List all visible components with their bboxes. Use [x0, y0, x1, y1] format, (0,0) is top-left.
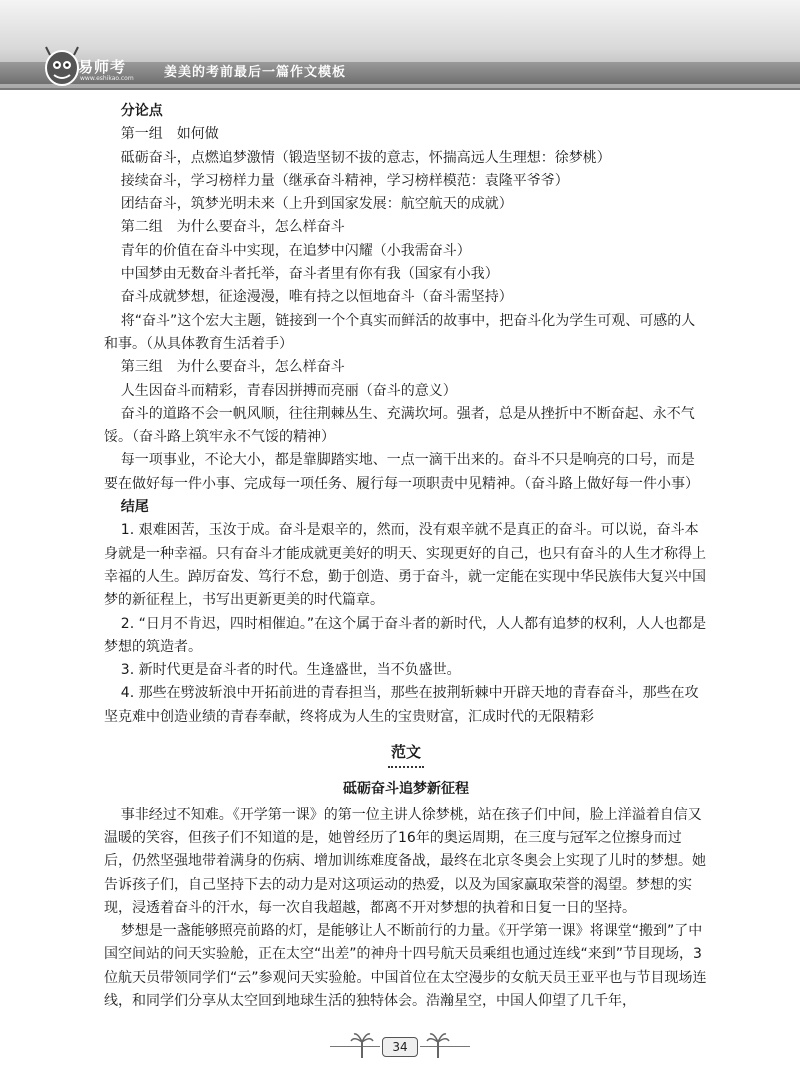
palm-tree-icon — [350, 1032, 374, 1058]
group2-item: 中国梦由无数奋斗者托举，奋斗者里有你有我（国家有小我） — [120, 266, 499, 283]
group1-item: 接续奋斗，学习榜样力量（继承奋斗精神，学习榜样模范：袁隆平爷爷） — [120, 172, 569, 189]
group1-title: 第一组 如何做 — [120, 126, 219, 143]
logo-text: 易师考 — [78, 58, 127, 76]
group3-item: 奋斗的道路不会一帆风顺，往往荆棘丛生、充满坎坷。强者，总是从挫折中不断奋起、永不气馁。（奋斗路上筑牢永不气馁的精神） — [104, 405, 695, 446]
page-footer — [330, 1032, 470, 1062]
header-divider — [0, 88, 800, 90]
group2-item: 奋斗成就梦想，征途漫漫，唯有持之以恒地奋斗（奋斗需坚持） — [120, 289, 513, 306]
page-number: 34 — [382, 1037, 418, 1057]
ending-item: 1. 艰难困苦，玉汝于成。奋斗是艰辛的，然而，没有艰辛就不是真正的奋斗。可以说，奋斗本身就是一种幸福。只有奋斗才能成就更美好的明天、实现更好的自己，也只有奋斗的人生才称得上幸福的人生。踔厉奋发、笃行不怠，勤于创造、勇于奋斗，就一定能在实现中华民族伟大复兴中国梦的新征程上，书写出更新更美的时代篇章。 — [104, 522, 706, 609]
subpoints-heading: 分论点 — [120, 103, 163, 119]
main-content — [104, 100, 708, 1013]
group3-item: 每一项事业，不论大小，都是靠脚踏实地、一点一滴干出来的。奋斗不只是响亮的口号，而是要在做好每一件小事、完成每一项任务、履行每一项职责中见精神。（奋斗路上做好每一件小事） — [104, 452, 699, 492]
ending-item: 2. “日月不肯迟，四时相催迫。”在这个属于奋斗者的新时代，人人都有追梦的权利，人人也都是梦想的筑造者。 — [104, 615, 707, 655]
palm-tree-icon — [426, 1032, 450, 1058]
group1-item: 砥砺奋斗，点燃追梦激情（锻造坚韧不拔的意志，怀揣高远人生理想：徐梦桃） — [120, 149, 611, 166]
essay-paragraph: 事非经过不知难。《开学第一课》的第一位主讲人徐梦桃，站在孩子们中间，脸上洋溢着自信又温暖的笑容，但孩子们不知道的是，她曾经历了16年的奥运周期，在三度与冠军之位擦身而过后，仍然坚强地带着满身的伤病、增加训练难度备战，最终在北京冬奥会上实现了儿时的梦想。她告诉孩子们，自己坚持下去的动力是对这项运动的热爱，以及为国家赢取荣誉的渴望。梦想的实现，浸透着奋斗的汗水，每一次自我超越，都离不开对梦想的执着和日复一日的坚持。 — [104, 806, 706, 916]
group2-note: 将“奋斗”这个宏大主题，链接到一个个真实而鲜活的故事中，把奋斗化为学生可观、可感的人和事。（从具体教育生活着手） — [104, 312, 696, 352]
header-title: 姜美的考前最后一篇作文模板 — [164, 65, 347, 80]
group2-item: 青年的价值在奋斗中实现，在追梦中闪耀（小我需奋斗） — [120, 242, 471, 259]
group3-title: 第三组 为什么要奋斗，怎么样奋斗 — [120, 359, 345, 376]
group2-title: 第二组 为什么要奋斗，怎么样奋斗 — [120, 219, 345, 236]
logo-url: www.eshikao.com — [80, 75, 134, 82]
group1-item: 团结奋斗，筑梦光明未来（上升到国家发展：航空航天的成就） — [120, 196, 513, 213]
essay-title: 砥砺奋斗追梦新征程 — [343, 781, 469, 798]
group3-item: 人生因奋斗而精彩，青春因拼搏而亮丽（奋斗的意义） — [120, 382, 457, 399]
essay-paragraph: 梦想是一盏能够照亮前路的灯，是能够让人不断前行的力量。《开学第一课》将课堂“搬到”了中国空间站的问天实验舱，正在太空“出差”的神舟十四号航天员乘组也通过连线“来到”节目现场，3位航天员带领同学们“云”参观问天实验舱。中国首位在太空漫步的女航天员王亚平也与节目现场连线，和同学们分享从太空回到地球生活的独特体会。浩瀚星空，中国人仰望了几千年， — [104, 923, 707, 1009]
essay-section-title: 范文 — [390, 743, 421, 762]
section-dotted-rule — [388, 766, 424, 768]
ending-item: 3. 新时代更是奋斗者的时代。生逢盛世，当不负盛世。 — [120, 662, 461, 679]
ending-item: 4. 那些在劈波斩浪中开拓前进的青春担当，那些在披荆斩棘中开辟天地的青春奋斗，那些在攻坚克难中创造业绩的青春奉献，终将成为人生的宝贵财富，汇成时代的无限精彩 — [104, 685, 699, 725]
ending-heading: 结尾 — [120, 499, 149, 516]
